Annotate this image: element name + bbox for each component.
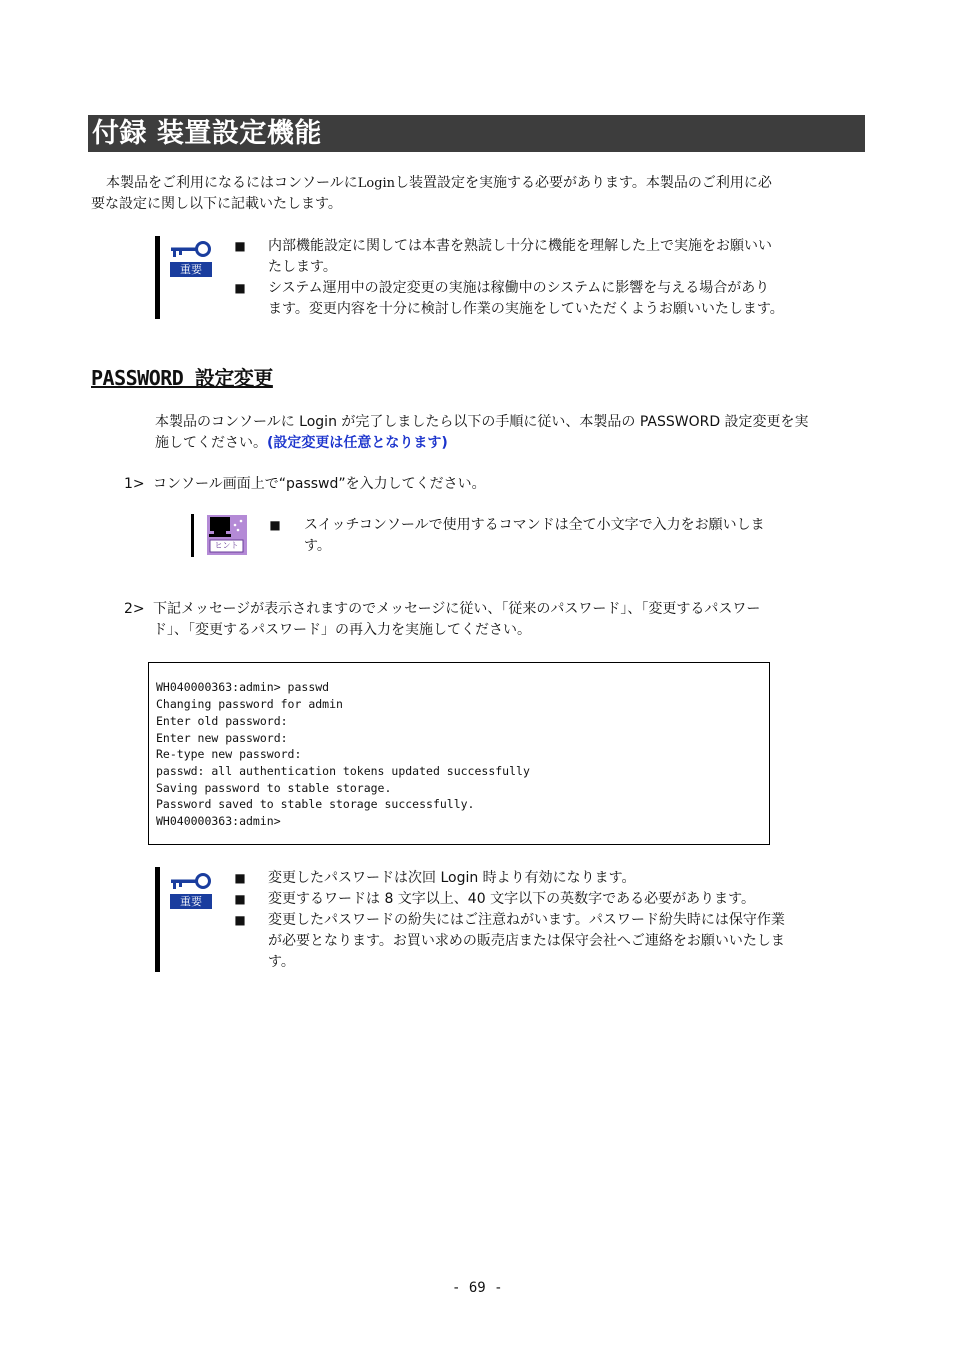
- hint-line-2: す。: [304, 538, 331, 554]
- optional-note: (設定変更は任意となります): [267, 435, 448, 451]
- important-badge: 重要: [170, 894, 212, 909]
- important-badge: 重要: [170, 262, 212, 277]
- terminal-line: Saving password to stable storage.: [156, 781, 392, 795]
- intro-text-prefix: 本製品をご利用になるにはコンソールに: [106, 175, 358, 191]
- section-intro-line-2: [155, 433, 448, 454]
- notice-bar: [155, 236, 160, 319]
- terminal-line: Password saved to stable storage successfully.: [156, 797, 475, 811]
- notice2-item-2: 変更するワードは 8 文字以上、40 文字以下の英数字である必要があります。: [268, 891, 755, 907]
- bullet-icon: ■: [234, 239, 246, 253]
- hint-bar: [191, 514, 194, 557]
- step-2-number: 2>: [124, 601, 145, 617]
- intro-login-word: Login: [357, 176, 396, 191]
- step-1-number: 1>: [124, 476, 145, 492]
- bullet-icon: ■: [234, 913, 246, 927]
- terminal-line: Re-type new password:: [156, 747, 302, 761]
- key-icon: [169, 872, 213, 890]
- notice1-item-2-line-1: システム運用中の設定変更の実施は稼働中のシステムに影響を与える場合があり: [268, 280, 770, 296]
- terminal-line: Enter new password:: [156, 731, 288, 745]
- hint-badge-label: ヒント: [214, 541, 239, 550]
- notice2-item-1: 変更したパスワードは次回 Login 時より有効になります。: [268, 870, 636, 886]
- bullet-icon: ■: [234, 871, 246, 885]
- chapter-title-bar: [88, 115, 865, 152]
- bullet-icon: ■: [234, 892, 246, 906]
- section-intro-text: 施してください。: [155, 435, 267, 451]
- step-2-line-2: ド」、「変更するパスワード」の再入力を実施してください。: [153, 622, 531, 638]
- intro-text-suffix: し装置設定を実施する必要があります。本製品のご利用に必: [395, 175, 772, 191]
- notice1-item-1-line-1: 内部機能設定に関しては本書を熟読し十分に機能を理解した上で実施をお願いい: [268, 238, 772, 254]
- bullet-icon: ■: [234, 281, 246, 295]
- terminal-line: passwd: all authentication tokens updated successfully: [156, 764, 530, 778]
- notice1-item-2-line-2: ます。変更内容を十分に検討し作業の実施をしていただくようお願いいたします。: [268, 301, 784, 317]
- step-1-text: コンソール画面上で“passwd”を入力してください。: [153, 476, 486, 492]
- terminal-line: Changing password for admin: [156, 697, 343, 711]
- notice2-item-3-line-1: 変更したパスワードの紛失にはご注意ねがいます。パスワード紛失時には保守作業: [268, 912, 785, 928]
- terminal-line: Enter old password:: [156, 714, 288, 728]
- terminal-line: WH040000363:admin> passwd: [156, 680, 330, 694]
- notice1-item-1-line-2: たします。: [268, 259, 337, 275]
- section-intro-line-1: 本製品のコンソールに Login が完了しましたら以下の手順に従い、本製品の PASSWORD 設定変更を実: [155, 414, 809, 430]
- page-number: - 69 -: [452, 1280, 503, 1296]
- bullet-icon: ■: [269, 518, 281, 532]
- terminal-output-box: [148, 662, 770, 845]
- step-2-line-1: 下記メッセージが表示されますのでメッセージに従い、「従来のパスワード」、「変更するパスワー: [153, 601, 761, 617]
- notice2-item-3-line-3: す。: [268, 954, 295, 970]
- notice-bar: [155, 867, 160, 972]
- terminal-line: WH040000363:admin>: [156, 814, 281, 828]
- section-heading: PASSWORD 設定変更: [91, 366, 273, 390]
- hint-line-1: スイッチコンソールで使用するコマンドは全て小文字で入力をお願いしま: [304, 517, 765, 533]
- intro-line-2: 要な設定に関し以下に記載いたします。: [91, 196, 342, 212]
- key-icon: [169, 240, 213, 258]
- notice2-item-3-line-2: が必要となります。お買い求めの販売店または保守会社へご連絡をお願いいたしま: [268, 933, 785, 949]
- chapter-title: 付録 装置設定機能: [92, 118, 322, 149]
- intro-line-1: [106, 173, 772, 194]
